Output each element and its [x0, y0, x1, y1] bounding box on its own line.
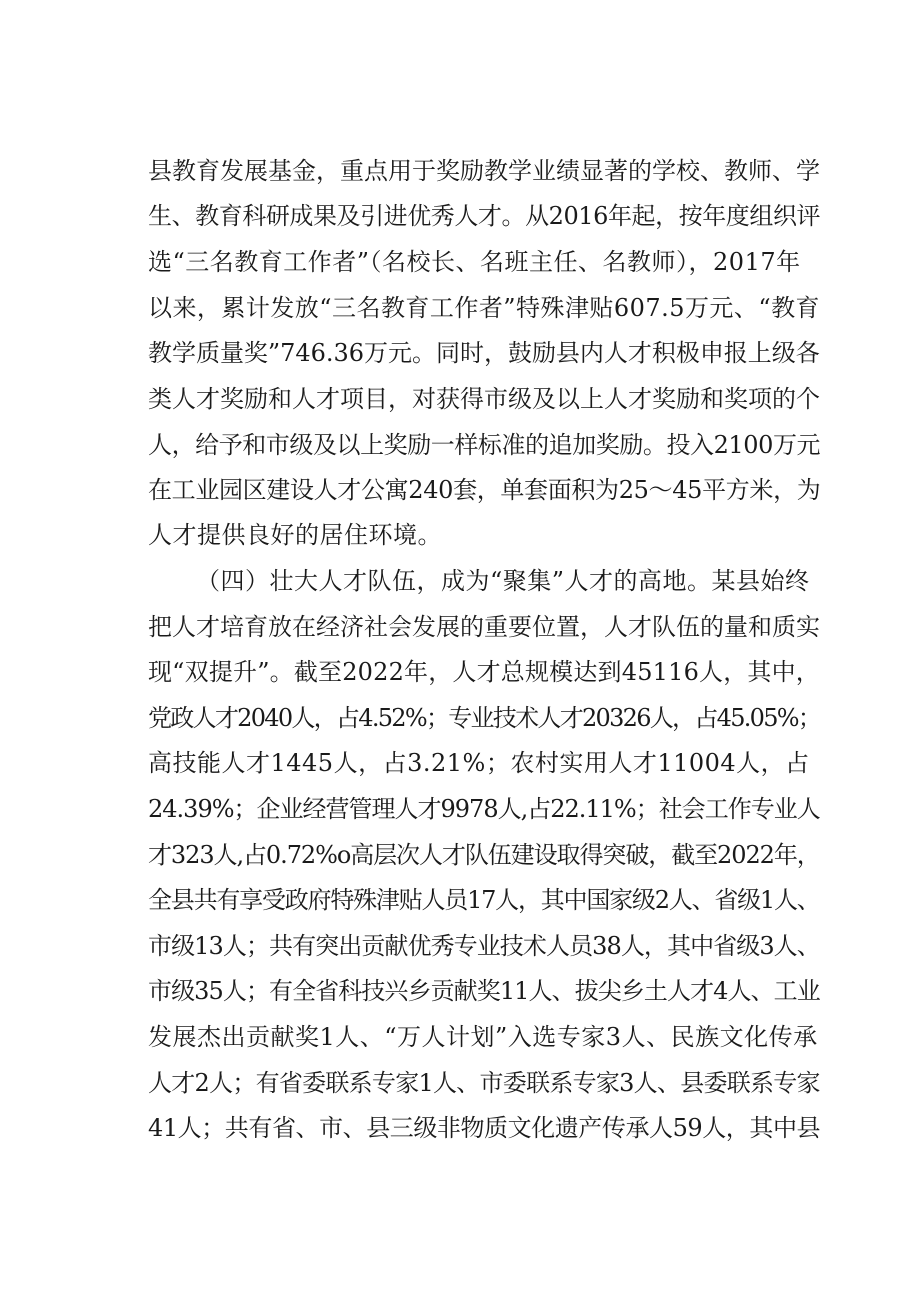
text-line: 县教育发展基金，重点用于奖励教学业绩显著的学校、教师、学 [148, 157, 820, 185]
text-line: 人才提供良好的居住环境。 [148, 521, 442, 549]
text-line: 党政人才2040人，占4.52%；专业技术人才20326人，占45.05%； [148, 704, 821, 732]
text-line: 市级35人；有全省科技兴乡贡献奖11人、拔尖乡土人才4人、工业 [148, 977, 820, 1005]
text-line: 人，给予和市级及以上奖励一样标准的追加奖励。投入2100万元 [148, 431, 821, 459]
text-line: 以来，累计发放“三名教育工作者”特殊津贴607.5万元、“教育 [148, 294, 821, 322]
text-line: 高技能人才1445人，占3.21%；农村实用人才11004人，占 [148, 749, 810, 777]
section-heading-line: （四）壮大人才队伍，成为“聚集”人才的高地。某县始终 [196, 567, 810, 595]
text-line: 现“双提升”。截至2022年，人才总规模达到45116人，其中， [148, 658, 820, 686]
text-line: 在工业园区建设人才公寓240套，单套面积为25～45平方米，为 [148, 476, 821, 504]
text-line: 全县共有享受政府特殊津贴人员17人，其中国家级2人、省级1人、 [148, 886, 820, 914]
text-line: 类人才奖励和人才项目，对获得市级及以上人才奖励和奖项的个 [148, 385, 820, 413]
text-line: 发展杰出贡献奖1人、“万人计划”入选专家3人、民族文化传承 [148, 1023, 818, 1051]
text-line: 41人；共有省、市、县三级非物质文化遗产传承人59人，其中县 [148, 1114, 821, 1142]
text-line: 把人才培育放在经济社会发展的重要位置，人才队伍的量和质实 [148, 613, 820, 641]
text-line: 教学质量奖”746.36万元。同时，鼓励县内人才积极申报上级各 [148, 339, 820, 367]
text-line: 生、教育科研成果及引进优秀人才。从2016年起，按年度组织评 [148, 202, 821, 230]
text-line: 选“三名教育工作者”（名校长、名班主任、名教师），2017年 [148, 248, 801, 276]
text-line: 才323人,占0.72%o高层次人才队伍建设取得突破，截至2022年， [148, 841, 820, 869]
text-line: 24.39%；企业经营管理人才9978人,占22.11%；社会工作专业人 [148, 795, 820, 823]
text-line: 市级13人；共有突出贡献优秀专业技术人员38人，其中省级3人、 [148, 932, 820, 960]
text-line: 人才2人；有省委联系专家1人、市委联系专家3人、县委联系专家 [148, 1069, 820, 1097]
